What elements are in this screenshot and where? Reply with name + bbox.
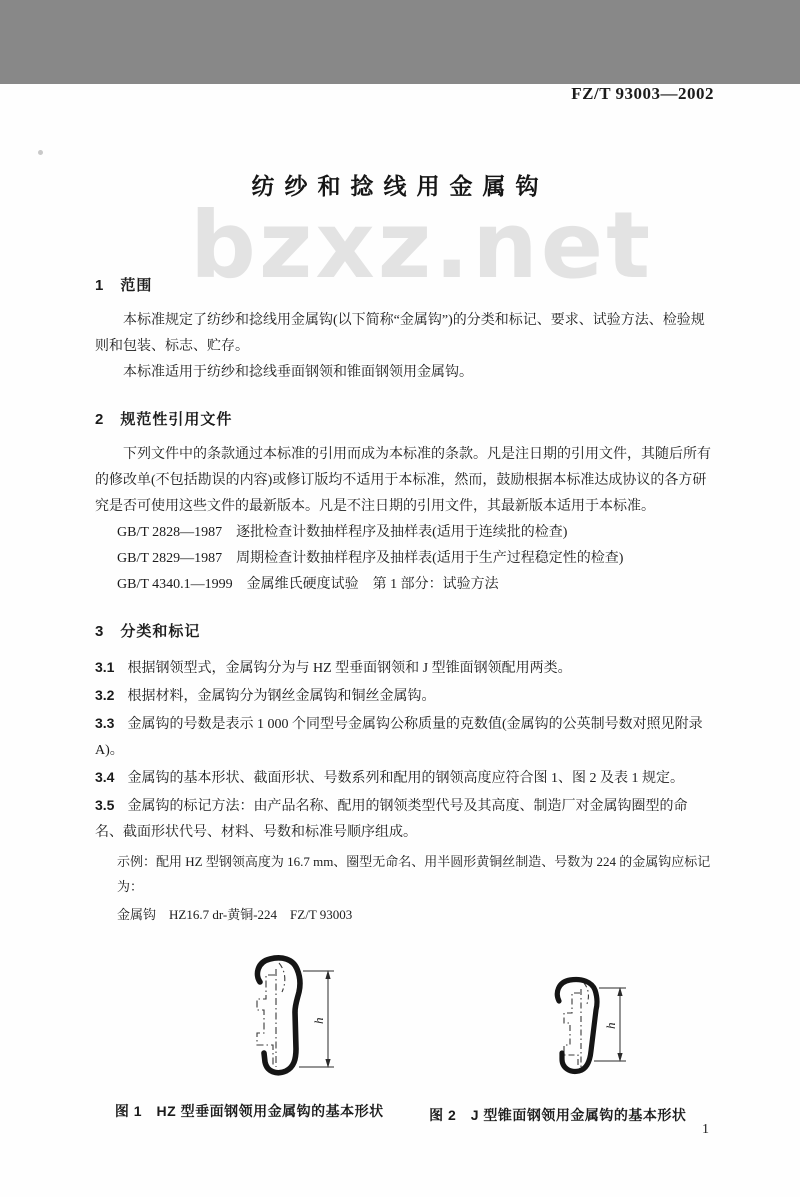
figure-1-caption: 图 1 HZ 型垂面钢领用金属钩的基本形状 [114, 1103, 384, 1119]
reference-item: GB/T 4340.1—1999 金属维氏硬度试验 第 1 部分：试验方法 [117, 577, 499, 592]
figure-1 [95, 945, 404, 1125]
dimension-label: h [602, 1022, 618, 1029]
hook-inner-edge-line [584, 983, 588, 1006]
section-1-paragraph-1: 本标准规定了纺纱和捻线用金属钩(以下简称“金属钩”)的分类和标记、要求、试验方法、检验规则和包装、标志、贮存。 [95, 313, 705, 354]
ring-profile-line [564, 993, 580, 1068]
standard-code: FZ/T 93003—2002 [571, 84, 714, 103]
figure-2 [404, 945, 713, 1125]
normative-reference-list [95, 520, 712, 598]
document-body [0, 273, 800, 927]
clause-text: 根据材料，金属钩分为钢丝金属钩和铜丝金属钩。 [127, 689, 436, 704]
reference-item: GB/T 2829—1987 周期检查计数抽样程序及抽样表(适用于生产过程稳定性的检查) [117, 551, 624, 566]
clause-3-2 [95, 682, 712, 710]
clause-text: 金属钩的号数是表示 1 000 个同型号金属钩公称质量的克数值(金属钩的公英制号数对照见附录 A)。 [95, 717, 703, 758]
dimension-label: h [311, 1017, 327, 1024]
example-designation: 金属钩 HZ16.7 dr-黄铜-224 FZ/T 93003 [117, 907, 353, 922]
figures-row [0, 945, 800, 1125]
example-label: 示例：配用 HZ 型钢领高度为 16.7 mm、圈型无命名、用半圆形黄铜丝制造、号数为 224 的金属钩应标记为： [117, 854, 711, 894]
watermark: bzxz.net [190, 192, 654, 299]
clause-3-5 [95, 792, 712, 846]
document-title: 纺纱和捻线用金属钩 [251, 173, 549, 199]
section-3-heading: 3 分类和标记 [95, 623, 201, 640]
clause-number: 3.1 [95, 659, 115, 675]
section-2-paragraph-1: 下列文件中的条款通过本标准的引用而成为本标准的条款。凡是注日期的引用文件，其随后所有的修改单(不包括勘误的内容)或修订版均不适用于本标准，然而，鼓励根据本标准达成协议的各方研究是否可使用这些文件的最新版本。凡是不注日期的引用文件，其最新版本适用于本标准。 [95, 447, 711, 514]
document-page [0, 84, 800, 1197]
clause-text: 金属钩的基本形状、截面形状、号数系列和配用的钢领高度应符合图 1、图 2 及表 1 规定。 [127, 771, 684, 786]
clause-3-3 [95, 710, 712, 764]
clause-number: 3.4 [95, 769, 115, 785]
clause-number: 3.2 [95, 687, 115, 703]
clause-text: 金属钩的标记方法：由产品名称、配用的钢领类型代号及其高度、制造厂对金属钩圈型的命名、截面形状代号、材料、号数和标准号顺序组成。 [95, 799, 688, 840]
section-2-heading: 2 规范性引用文件 [95, 411, 233, 428]
clause-number: 3.3 [95, 715, 115, 731]
reference-item: GB/T 2828—1987 逐批检查计数抽样程序及抽样表(适用于连续批的检查) [117, 525, 568, 540]
hook-outline [258, 958, 301, 1073]
clause-3-4 [95, 764, 712, 792]
clause-3-1 [95, 654, 712, 682]
scan-artifact [38, 150, 43, 155]
j-hook-drawing [542, 971, 634, 1085]
hook-inner-edge-line [279, 963, 285, 992]
clause-number: 3.5 [95, 797, 115, 813]
section-1-heading: 1 范围 [95, 277, 153, 294]
figure-2-caption: 图 2 J 型锥面钢领用金属钩的基本形状 [429, 1107, 687, 1123]
hz-hook-drawing [232, 949, 344, 1085]
clause-text: 根据钢领型式，金属钩分为与 HZ 型垂面钢领和 J 型锥面钢领配用两类。 [127, 661, 572, 676]
page-number: 1 [702, 1122, 709, 1137]
section-1-paragraph-2: 本标准适用于纺纱和捻线垂面钢领和锥面钢领用金属钩。 [123, 365, 473, 380]
